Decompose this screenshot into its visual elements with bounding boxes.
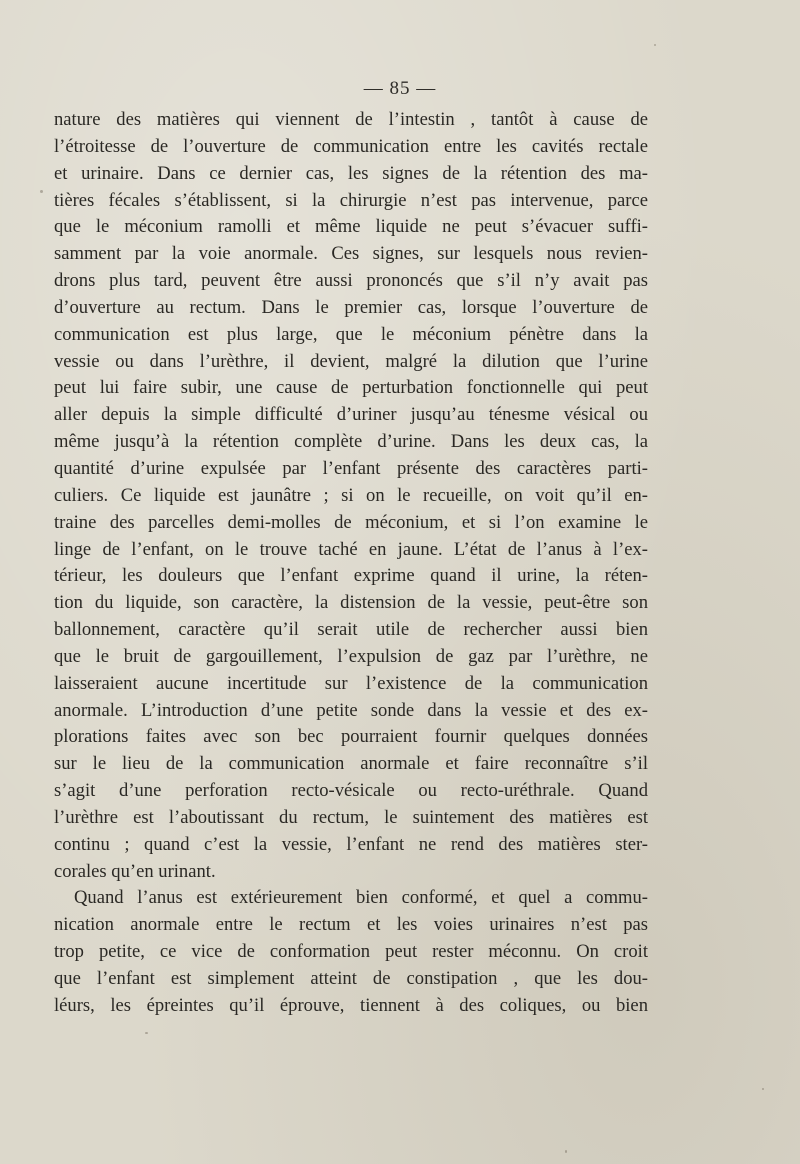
- text-line: et urinaire. Dans ce dernier cas, les signes de la rétention des ma-: [54, 162, 648, 184]
- text-line: drons plus tard, peuvent être aussi prononcés que s’il n’y avait pas: [54, 270, 648, 292]
- text-line: quantité d’urine expulsée par l’enfant présente des caractères parti-: [54, 457, 648, 479]
- text-line: corales qu’en urinant.: [54, 860, 216, 882]
- text-line: communication est plus large, que le méconium pénètre dans la: [54, 323, 648, 345]
- paper-speck: [565, 1150, 567, 1153]
- text-line: traine des parcelles demi-molles de méconium, et si l’on examine le: [54, 511, 648, 533]
- paper-speck: [762, 1088, 764, 1090]
- page-number: — 85 —: [363, 78, 437, 99]
- paper-speck: [145, 1032, 148, 1034]
- text-line: Quand l’anus est extérieurement bien conformé, et quel a commu-: [74, 887, 648, 909]
- text-line: plorations faites avec son bec pourraient fournir quelques données: [54, 726, 648, 748]
- text-line: nication anormale entre le rectum et les voies urinaires n’est pas: [54, 914, 648, 936]
- text-line: culiers. Ce liquide est jaunâtre ; si on le recueille, on voit qu’il en-: [54, 484, 648, 506]
- text-line: sur le lieu de la communication anormale et faire reconnaître s’il: [54, 753, 648, 775]
- text-line: peut lui faire subir, une cause de perturbation fonctionnelle qui peut: [54, 377, 648, 399]
- text-line: trop petite, ce vice de conformation peut rester méconnu. On croit: [54, 941, 648, 963]
- text-line: linge de l’enfant, on le trouve taché en jaune. L’état de l’anus à l’ex-: [54, 538, 648, 560]
- text-line: s’agit d’une perforation recto-vésicale ou recto-uréthrale. Quand: [54, 780, 648, 802]
- text-line: laisseraient aucune incertitude sur l’existence de la communication: [54, 672, 648, 694]
- text-line: que le bruit de gargouillement, l’expulsion de gaz par l’urèthre, ne: [54, 645, 648, 667]
- text-line: aller depuis la simple difficulté d’uriner jusqu’au ténesme vésical ou: [54, 404, 648, 426]
- text-line: l’urèthre est l’aboutissant du rectum, le suintement des matières est: [54, 806, 648, 828]
- text-line: ballonnement, caractère qu’il serait utile de rechercher aussi bien: [54, 619, 648, 641]
- text-line: l’étroitesse de l’ouverture de communication entre les cavités rectale: [54, 135, 648, 157]
- text-line: anormale. L’introduction d’une petite sonde dans la vessie et des ex-: [54, 699, 648, 721]
- paragraph: [54, 885, 648, 1019]
- paper-speck: [654, 44, 656, 46]
- paper-speck: [40, 190, 43, 193]
- text-line: que le méconium ramolli et même liquide ne peut s’évacuer suffi-: [54, 216, 648, 238]
- text-line: tières fécales s’établissent, si la chirurgie n’est pas intervenue, parce: [54, 189, 648, 211]
- text-line: samment par la voie anormale. Ces signes, sur lesquels nous revien-: [54, 243, 648, 265]
- text-line: même jusqu’à la rétention complète d’urine. Dans les deux cas, la: [54, 431, 648, 453]
- text-line: continu ; quand c’est la vessie, l’enfant ne rend des matières ster-: [54, 833, 648, 855]
- text-line: tion du liquide, son caractère, la distension de la vessie, peut-être son: [54, 592, 648, 614]
- text-line: térieur, les douleurs que l’enfant exprime quand il urine, la réten-: [54, 565, 648, 587]
- body-text: [54, 107, 648, 1020]
- text-line: nature des matières qui viennent de l’intestin , tantôt à cause de: [54, 109, 648, 130]
- text-line: léurs, les épreintes qu’il éprouve, tiennent à des coliques, ou bien: [54, 994, 648, 1016]
- text-line: d’ouverture au rectum. Dans le premier cas, lorsque l’ouverture de: [54, 296, 648, 318]
- paragraph: [54, 107, 648, 885]
- text-line: que l’enfant est simplement atteint de constipation , que les dou-: [54, 968, 648, 989]
- text-line: vessie ou dans l’urèthre, il devient, malgré la dilution que l’urine: [54, 350, 648, 372]
